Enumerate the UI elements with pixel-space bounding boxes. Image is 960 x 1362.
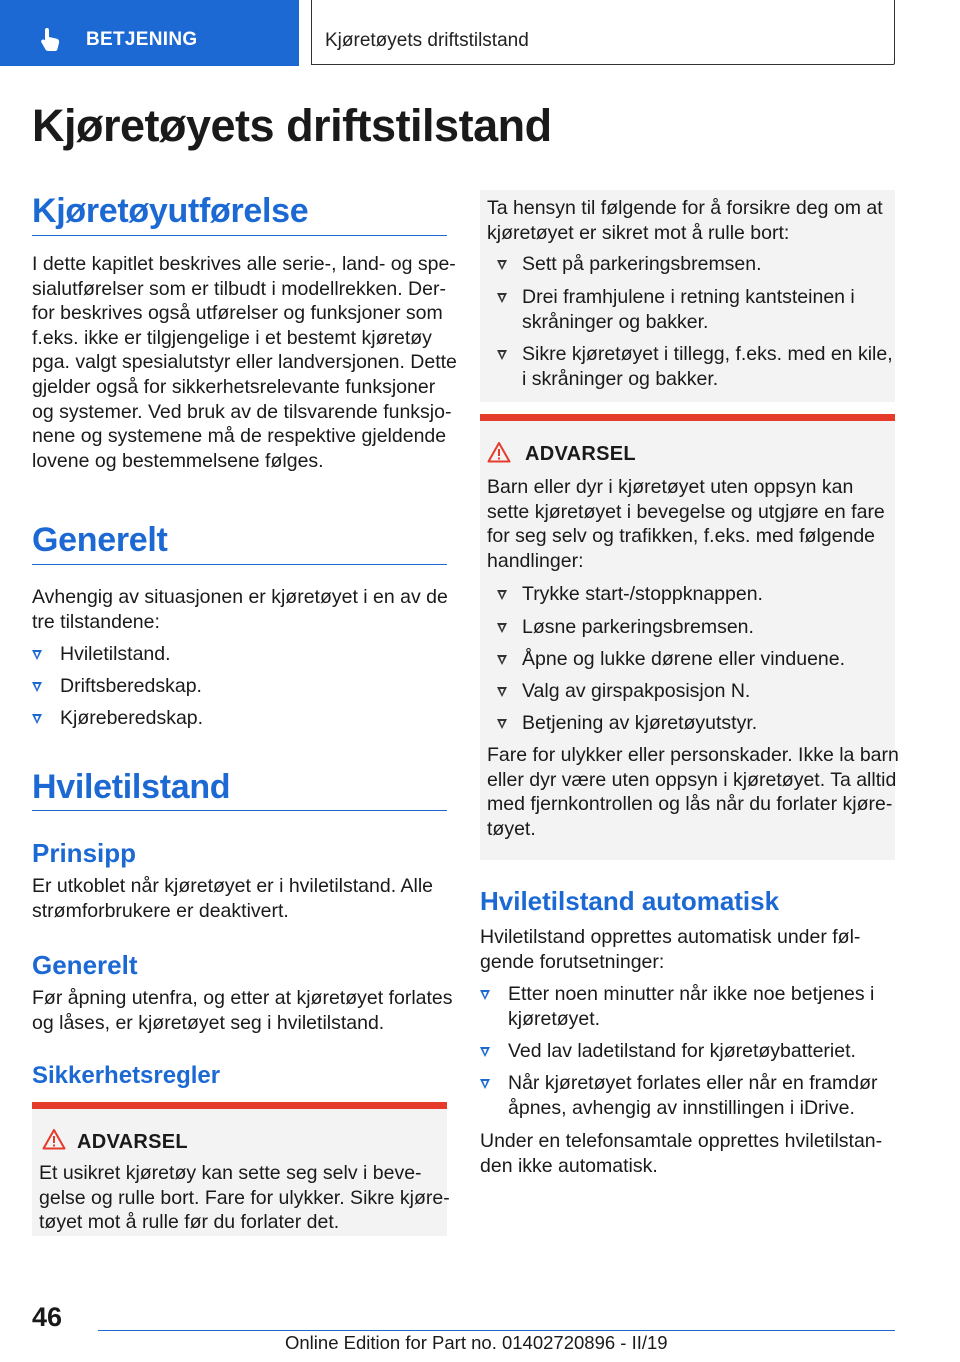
bullet-triangle-icon: [497, 719, 507, 729]
list-item-text: kjøretøyet.: [508, 1007, 601, 1030]
text-line: I dette kapitlet beskrives alle serie-, land- og spe-: [32, 253, 456, 275]
text-line: Barn eller dyr i kjøretøyet uten oppsyn kan: [487, 476, 854, 498]
list-item-text: Når kjøretøyet forlates eller når en framdør: [508, 1072, 878, 1094]
text-line: Hviletilstand opprettes automatisk under føl-: [480, 926, 861, 948]
text-line: strømforbrukere er deaktivert.: [32, 899, 289, 922]
text-line: pga. valgt spesialutstyr eller landversjonen. Dette: [32, 351, 457, 374]
bullet-triangle-icon: [497, 623, 507, 633]
text-line: f.eks. ikke er tilgjengelige i et bestemt kjøretøy: [32, 326, 432, 349]
text-line: kjøretøyet er sikret mot å rulle bort:: [487, 221, 790, 244]
warning-bar: [480, 414, 895, 421]
bullet-triangle-icon: [497, 293, 507, 303]
text-line: Et usikret kjøretøy kan sette seg selv i beve-: [39, 1162, 422, 1184]
text-line: og systemer. Ved bruk av de tilsvarende funksjo-: [32, 400, 452, 423]
list-item-text: åpnes, avhengig av innstillingen i iDrive.: [508, 1096, 855, 1119]
text-line: nene og systemene må de respektive gjeldende: [32, 425, 447, 448]
list-item-text: Betjening av kjøretøyutstyr.: [522, 712, 758, 734]
text-line: gelse og rulle bort. Fare for ulykker. Sikre kjøre-: [39, 1186, 450, 1209]
section-tab: [0, 0, 299, 66]
text-line: Fare for ulykker eller personskader. Ikke la barn: [487, 744, 899, 766]
bullet-triangle-icon: [32, 650, 42, 660]
footer-edition: Online Edition for Part no. 01402720896 - II/19: [285, 1332, 668, 1353]
bullet-triangle-icon: [497, 655, 507, 665]
list-item-text: Åpne og lukke dørene eller vinduene.: [522, 648, 846, 670]
bullet-triangle-icon: [497, 590, 507, 600]
page-title: Kjøretøyets driftstilstand: [32, 100, 552, 151]
bullet-triangle-icon: [32, 682, 42, 692]
text-line: og låses, er kjøretøyet seg i hviletilstand.: [32, 1011, 385, 1034]
subheading-general: Generelt: [32, 950, 138, 980]
warning-label: ADVARSEL: [77, 1131, 188, 1153]
section-heading-vehicle-version: Kjøretøyutførelse: [32, 192, 309, 230]
text-line: gende forutsetninger:: [480, 950, 665, 973]
bullet-triangle-icon: [32, 714, 42, 724]
text-line: tre tilstandene:: [32, 610, 160, 633]
text-line: Avhengig av situasjonen er kjøretøyet i en av de: [32, 586, 448, 608]
list-item-text: Sikre kjøretøyet i tillegg, f.eks. med en kile,: [522, 343, 893, 365]
text-line: handlinger:: [487, 549, 584, 572]
text-line: for seg selv og trafikken, f.eks. med følgende: [487, 525, 876, 548]
text-line: Ta hensyn til følgende for å forsikre deg om at: [487, 197, 883, 219]
bullet-triangle-icon: [480, 1079, 490, 1089]
section-heading-rest-state: Hviletilstand: [32, 768, 231, 806]
text-line: gjelder også for sikkerhetsrelevante funksjoner: [32, 376, 436, 398]
section-heading-general: Generelt: [32, 521, 168, 559]
text-line: tøyet mot å rulle før du forlater det.: [39, 1211, 340, 1234]
text-line: sette kjøretøyet i bevegelse og utgjøre en fare: [487, 500, 885, 523]
list-item-text: Kjøreberedskap.: [60, 707, 204, 729]
page-number: 46: [32, 1302, 63, 1332]
list-item-text: Etter noen minutter når ikke noe betjenes i: [508, 983, 875, 1005]
footer-rule: [98, 1330, 895, 1331]
subheading-principle: Prinsipp: [32, 838, 137, 868]
list-item-text: Valg av girspakposisjon N.: [522, 680, 751, 702]
chapter-title-box: [311, 0, 895, 65]
warning-triangle-icon: [487, 441, 511, 463]
list-item-text: Trykke start-/stoppknappen.: [522, 583, 763, 605]
hand-pointer-icon: [38, 26, 64, 52]
warning-triangle-icon: [42, 1128, 66, 1150]
text-line: Før åpning utenfra, og etter at kjøretøyet forlates: [32, 987, 453, 1009]
list-item-text: Løsne parkeringsbremsen.: [522, 616, 754, 638]
heading-rule: [32, 235, 447, 236]
list-item-text: i skråninger og bakker.: [522, 367, 719, 390]
heading-rule: [32, 564, 447, 565]
list-item-text: Ved lav ladetilstand for kjøretøybatteriet.: [508, 1040, 856, 1062]
heading-rule: [32, 810, 447, 811]
text-line: Er utkoblet når kjøretøyet er i hviletilstand. Alle: [32, 875, 433, 897]
text-line: den ikke automatisk.: [480, 1154, 658, 1177]
bullet-triangle-icon: [497, 350, 507, 360]
list-item-text: Hviletilstand.: [60, 643, 171, 665]
subheading-rest-state-automatic: Hviletilstand automatisk: [480, 886, 780, 916]
bullet-triangle-icon: [480, 990, 490, 1000]
text-line: eller dyr være uten oppsyn i kjøretøyet. Ta alltid: [487, 768, 897, 791]
subheading-safety-rules: Sikkerhetsregler: [32, 1062, 221, 1089]
text-line: tøyet.: [487, 817, 536, 840]
list-item-text: Drei framhjulene i retning kantsteinen i: [522, 286, 855, 308]
text-line: lovene og bestemmelsene følges.: [32, 449, 324, 472]
warning-label: ADVARSEL: [525, 443, 636, 465]
list-item-text: skråninger og bakker.: [522, 310, 709, 333]
list-item-text: Driftsberedskap.: [60, 675, 202, 697]
text-line: med fjernkontrollen og lås når du forlater kjøre-: [487, 793, 893, 816]
bullet-triangle-icon: [480, 1047, 490, 1057]
bullet-triangle-icon: [497, 687, 507, 697]
bullet-triangle-icon: [497, 260, 507, 270]
chapter-title: Kjøretøyets driftstilstand: [325, 30, 529, 51]
warning-bar: [32, 1102, 447, 1109]
list-item-text: Sett på parkeringsbremsen.: [522, 253, 762, 275]
section-label: BETJENING: [86, 29, 198, 50]
text-line: Under en telefonsamtale opprettes hviletilstan-: [480, 1130, 883, 1152]
text-line: sialutførelser som er tilbudt i modellrekken. Der-: [32, 277, 446, 300]
text-line: for beskrives også utførelser og funksjoner som: [32, 302, 443, 325]
